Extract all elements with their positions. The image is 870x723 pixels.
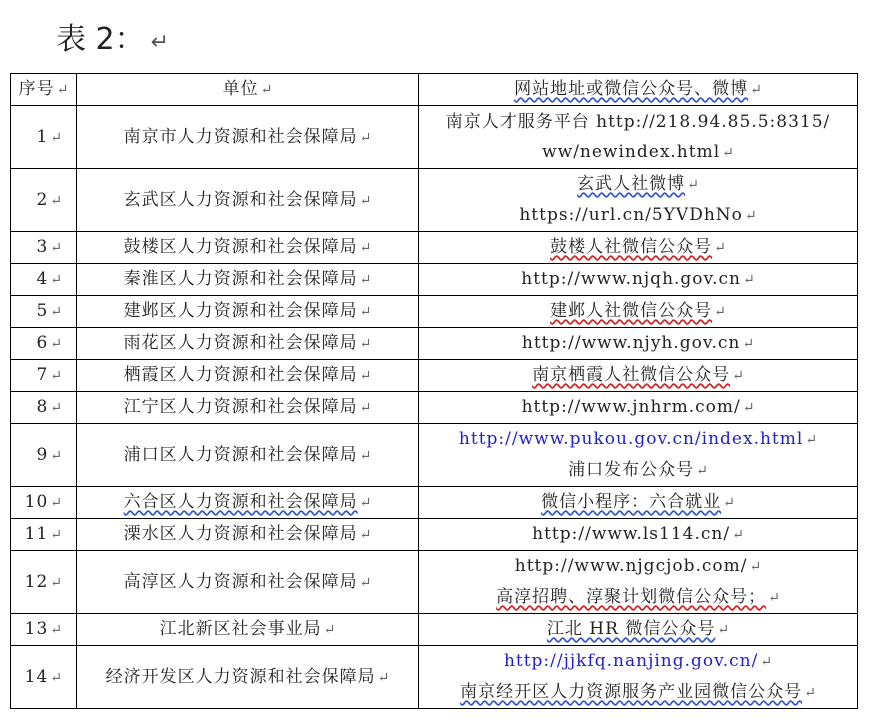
paragraph-mark-icon: ↵ [56, 82, 69, 98]
paragraph-mark-icon: ↵ [50, 272, 62, 288]
paragraph-mark-icon: ↵ [50, 192, 62, 209]
paragraph-mark-icon: ↵ [50, 495, 62, 511]
row-site-text: 玄武人社微博 [577, 174, 686, 194]
row-site-line [423, 424, 853, 455]
row-site-line [423, 551, 853, 582]
row-seq-value: 4 [36, 269, 49, 289]
paragraph-mark-icon: ↵ [805, 432, 818, 448]
row-unit [77, 169, 419, 232]
row-unit [77, 296, 419, 328]
paragraph-mark-icon: ↵ [714, 304, 726, 320]
row-unit [77, 264, 419, 296]
paragraph-mark-icon: ↵ [359, 400, 372, 416]
row-site-line [423, 455, 853, 486]
table-row [11, 424, 858, 487]
row-seq-value: 12 [24, 571, 49, 592]
table-title [56, 20, 169, 63]
row-unit-value: 溧水区人力资源和社会保障局 [123, 524, 358, 544]
row-site [419, 360, 858, 392]
paragraph-mark-icon: ↵ [723, 495, 735, 511]
row-site [419, 614, 858, 646]
row-unit [77, 614, 419, 646]
row-unit [77, 232, 419, 264]
table-row [11, 392, 858, 424]
table-row [11, 614, 858, 646]
row-seq-value: 11 [24, 524, 49, 544]
table-row [11, 169, 858, 232]
row-site [419, 392, 858, 424]
paragraph-mark-icon: ↵ [743, 272, 755, 288]
row-site-text: ww/newindex.html [542, 141, 721, 162]
row-seq-value: 1 [36, 126, 49, 147]
row-site [419, 487, 858, 519]
row-unit [77, 487, 419, 519]
paragraph-mark-icon: ↵ [359, 495, 372, 511]
row-seq-value: 3 [36, 237, 49, 257]
paragraph-mark-icon: ↵ [377, 669, 390, 686]
row-unit [77, 519, 419, 551]
row-site-text: 南京栖霞人社微信公众号 [532, 365, 731, 385]
table-row [11, 551, 858, 614]
paragraph-mark-icon: ↵ [768, 590, 780, 606]
row-seq-value: 9 [36, 444, 49, 465]
row-site [419, 424, 858, 487]
row-site [419, 296, 858, 328]
row-unit-value: 秦淮区人力资源和社会保障局 [123, 269, 358, 289]
row-unit-value: 江宁区人力资源和社会保障局 [123, 397, 358, 417]
row-seq [11, 392, 77, 424]
row-site [419, 169, 858, 232]
table-row [11, 646, 858, 709]
row-unit-value: 江北新区社会事业局 [159, 619, 322, 639]
header-site-label: 网站地址或微信公众号、微博 [514, 79, 749, 99]
paragraph-mark-icon: ↵ [50, 527, 62, 543]
row-site-text: 江北 HR 微信公众号 [546, 619, 716, 639]
header-unit-label: 单位 [222, 79, 259, 99]
row-seq [11, 264, 77, 296]
row-site-line [423, 200, 853, 231]
paragraph-mark-icon: ↵ [359, 129, 372, 146]
paragraph-mark-icon: ↵ [150, 30, 170, 55]
paragraph-mark-icon: ↵ [359, 574, 372, 591]
row-seq-value: 13 [24, 619, 49, 639]
row-seq [11, 646, 77, 709]
row-seq-value: 5 [36, 301, 49, 321]
row-unit-value: 高淳区人力资源和社会保障局 [123, 571, 358, 592]
row-seq [11, 328, 77, 360]
row-seq [11, 232, 77, 264]
row-site-text: http://www.jnhrm.com/ [521, 397, 741, 417]
row-site-line [423, 582, 853, 613]
paragraph-mark-icon: ↵ [804, 685, 816, 701]
paragraph-mark-icon: ↵ [359, 336, 372, 352]
row-unit [77, 646, 419, 709]
row-site-text: 高淳招聘、淳聚计划微信公众号； [496, 587, 767, 607]
paragraph-mark-icon: ↵ [760, 654, 773, 670]
paragraph-mark-icon: ↵ [750, 82, 762, 98]
row-site [419, 106, 858, 169]
paragraph-mark-icon: ↵ [50, 400, 62, 416]
row-seq [11, 296, 77, 328]
row-seq [11, 169, 77, 232]
row-site [419, 264, 858, 296]
paragraph-mark-icon: ↵ [50, 304, 62, 320]
row-site [419, 328, 858, 360]
row-site-text: 浦口发布公众号 [568, 460, 695, 480]
row-site-line [423, 646, 853, 677]
row-site-text: 南京人才服务平台 http://218.94.85.5:8315/ [445, 111, 831, 132]
row-site-line [423, 169, 853, 200]
resource-table [10, 73, 858, 709]
row-site-text: 鼓楼人社微信公众号 [550, 237, 713, 257]
row-seq [11, 551, 77, 614]
row-site-text: 南京经开区人力资源服务产业园微信公众号 [460, 682, 803, 702]
paragraph-mark-icon: ↵ [742, 400, 755, 416]
row-unit-value: 鼓楼区人力资源和社会保障局 [123, 237, 358, 257]
paragraph-mark-icon: ↵ [749, 559, 762, 575]
row-seq [11, 360, 77, 392]
row-site-text: http://www.njqh.gov.cn [521, 269, 741, 289]
row-site-link[interactable]: http://jjkfq.nanjing.gov.cn/ [503, 651, 759, 671]
row-seq-value: 14 [24, 666, 49, 687]
row-unit-value: 南京市人力资源和社会保障局 [123, 126, 358, 147]
row-unit-value: 玄武区人力资源和社会保障局 [123, 189, 358, 210]
row-unit [77, 551, 419, 614]
row-unit-value: 经济开发区人力资源和社会保障局 [105, 666, 376, 687]
table-title-text: 表 2： [56, 22, 145, 57]
table-row [11, 296, 858, 328]
row-site-text: http://www.njyh.gov.cn [521, 333, 741, 353]
row-unit-value: 栖霞区人力资源和社会保障局 [123, 365, 358, 385]
row-site-text: https://url.cn/5YVDhNo [519, 205, 743, 225]
table-row [11, 328, 858, 360]
row-site [419, 646, 858, 709]
paragraph-mark-icon: ↵ [50, 669, 62, 686]
row-site [419, 519, 858, 551]
row-seq [11, 487, 77, 519]
paragraph-mark-icon: ↵ [696, 463, 708, 479]
row-seq-value: 6 [36, 333, 49, 353]
row-seq [11, 106, 77, 169]
table-row [11, 487, 858, 519]
row-site-line [423, 137, 853, 168]
paragraph-mark-icon: ↵ [50, 447, 62, 464]
row-unit-value: 浦口区人力资源和社会保障局 [123, 444, 358, 465]
row-site-text: 建邺人社微信公众号 [550, 301, 713, 321]
paragraph-mark-icon: ↵ [732, 527, 744, 543]
header-unit [77, 74, 419, 106]
header-seq [11, 74, 77, 106]
row-seq [11, 424, 77, 487]
table-header-row [11, 74, 858, 106]
paragraph-mark-icon: ↵ [50, 574, 62, 591]
header-seq-label: 序号 [18, 79, 55, 99]
header-site [419, 74, 858, 106]
row-unit [77, 106, 419, 169]
table-row [11, 360, 858, 392]
row-site [419, 232, 858, 264]
paragraph-mark-icon: ↵ [717, 622, 730, 638]
row-seq [11, 614, 77, 646]
table-row [11, 519, 858, 551]
paragraph-mark-icon: ↵ [359, 527, 372, 543]
paragraph-mark-icon: ↵ [742, 336, 755, 352]
row-seq-value: 8 [36, 397, 49, 417]
paragraph-mark-icon: ↵ [744, 208, 757, 224]
paragraph-mark-icon: ↵ [732, 368, 744, 384]
paragraph-mark-icon: ↵ [50, 368, 62, 384]
paragraph-mark-icon: ↵ [359, 447, 372, 464]
row-seq-value: 7 [36, 365, 49, 385]
row-unit [77, 360, 419, 392]
paragraph-mark-icon: ↵ [50, 336, 62, 352]
row-site [419, 551, 858, 614]
paragraph-mark-icon: ↵ [687, 177, 699, 193]
row-unit-value: 雨花区人力资源和社会保障局 [123, 333, 358, 353]
paragraph-mark-icon: ↵ [359, 368, 372, 384]
row-site-text: 微信小程序：六合就业 [541, 492, 722, 512]
paragraph-mark-icon: ↵ [359, 240, 372, 256]
paragraph-mark-icon: ↵ [260, 82, 273, 98]
row-seq [11, 519, 77, 551]
row-unit-value: 建邺区人力资源和社会保障局 [123, 301, 358, 321]
paragraph-mark-icon: ↵ [50, 240, 62, 256]
table-row [11, 264, 858, 296]
paragraph-mark-icon: ↵ [50, 129, 62, 146]
paragraph-mark-icon: ↵ [359, 192, 372, 209]
row-site-line [423, 107, 853, 137]
table-row [11, 232, 858, 264]
paragraph-mark-icon: ↵ [323, 622, 336, 638]
row-site-text: http://www.njgcjob.com/ [514, 556, 748, 576]
table-row [11, 106, 858, 169]
paragraph-mark-icon: ↵ [714, 240, 726, 256]
paragraph-mark-icon: ↵ [722, 144, 734, 161]
row-unit [77, 392, 419, 424]
row-seq-value: 10 [24, 492, 49, 512]
paragraph-mark-icon: ↵ [359, 272, 372, 288]
row-site-link[interactable]: http://www.pukou.gov.cn/index.html [458, 429, 804, 449]
row-unit-value: 六合区人力资源和社会保障局 [123, 492, 358, 512]
paragraph-mark-icon: ↵ [359, 304, 372, 320]
paragraph-mark-icon: ↵ [50, 622, 62, 638]
row-site-text: http://www.ls114.cn/ [532, 524, 731, 544]
row-site-line [423, 677, 853, 708]
row-seq-value: 2 [36, 189, 49, 210]
row-unit [77, 328, 419, 360]
row-unit [77, 424, 419, 487]
